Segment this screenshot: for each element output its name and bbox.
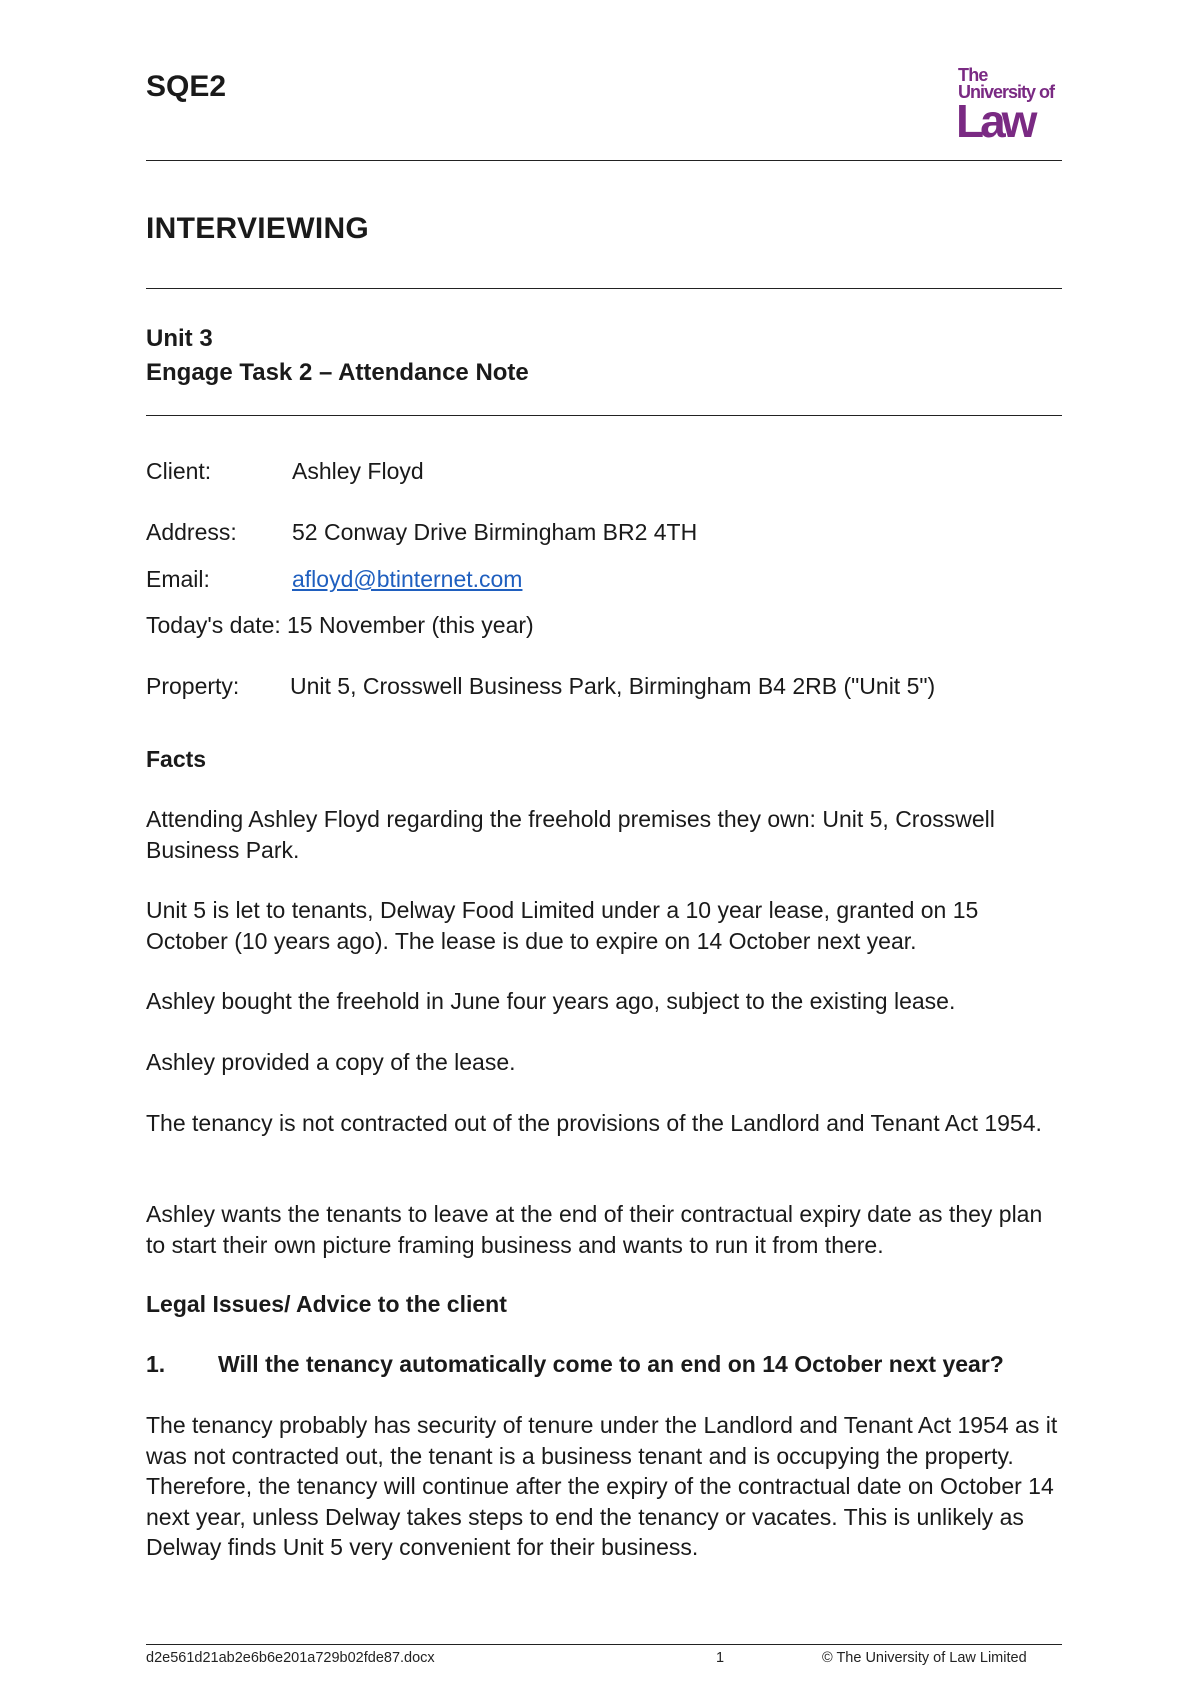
email-label: Email:: [146, 566, 210, 592]
footer-filename: d2e561d21ab2e6b6e201a729b02fde87.docx: [146, 1650, 435, 1666]
address-value: 52 Conway Drive Birmingham BR2 4TH: [292, 519, 698, 545]
subject-title: INTERVIEWING: [146, 212, 370, 245]
logo-line-2: University of: [958, 82, 1055, 102]
task-title: Engage Task 2 – Attendance Note: [146, 359, 529, 386]
facts-paragraph: Ashley bought the freehold in June four years ago, subject to the existing lease.: [146, 988, 956, 1014]
date-value: 15 November (this year): [287, 612, 534, 638]
facts-paragraph: Unit 5 is let to tenants, Delway Food Limited under a 10 year lease, granted on 15 October (10 years ago). The lease is due to expire on 14 October next year.: [146, 897, 979, 954]
unit-title: Unit 3: [146, 325, 213, 352]
facts-paragraph: The tenancy is not contracted out of the provisions of the Landlord and Tenant Act 1954.: [146, 1110, 1042, 1136]
subject-divider: [146, 288, 1062, 289]
header-divider: [146, 160, 1062, 161]
logo-line-3: Law: [956, 95, 1034, 147]
logo-line-1: The: [958, 65, 988, 85]
issue-number: 1.: [146, 1351, 166, 1377]
client-value: Ashley Floyd: [292, 458, 424, 484]
footer-page-number: 1: [716, 1650, 725, 1666]
property-label: Property:: [146, 673, 240, 699]
legal-heading: Legal Issues/ Advice to the client: [146, 1291, 507, 1317]
unit-heading: [146, 322, 529, 390]
address-label: Address:: [146, 519, 237, 545]
property-value: Unit 5, Crosswell Business Park, Birmingham B4 2RB ("Unit 5"): [290, 673, 936, 699]
footer-copyright: © The University of Law Limited: [822, 1650, 1027, 1666]
issue-answer: The tenancy probably has security of tenure under the Landlord and Tenant Act 1954 as it was not contracted out, the tenant is a business tenant and is occupying the property. Therefore, the tenancy will continue after the expiry of the contractual date on October 14 next year, unless Delway takes steps to end the tenancy or vacates. This is unlikely as Delway finds Unit 5 very convenient for their business.: [146, 1412, 1058, 1560]
course-title: SQE2: [146, 70, 227, 103]
facts-heading: Facts: [146, 746, 207, 772]
issue-question: Will the tenancy automatically come to an end on 14 October next year?: [218, 1351, 1004, 1377]
facts-paragraph: Attending Ashley Floyd regarding the freehold premises they own: Unit 5, Crosswell Business Park.: [146, 806, 995, 863]
facts-paragraph: Ashley provided a copy of the lease.: [146, 1049, 516, 1075]
date-label: Today's date:: [146, 612, 281, 638]
facts-paragraph: Ashley wants the tenants to leave at the end of their contractual expiry date as they plan to start their own picture framing business and wants to run it from there.: [146, 1201, 1043, 1258]
client-label: Client:: [146, 458, 212, 484]
email-link[interactable]: afloyd@btinternet.com: [292, 566, 523, 592]
university-logo: [958, 66, 1058, 148]
footer-divider: [146, 1644, 1062, 1645]
task-divider: [146, 415, 1062, 416]
